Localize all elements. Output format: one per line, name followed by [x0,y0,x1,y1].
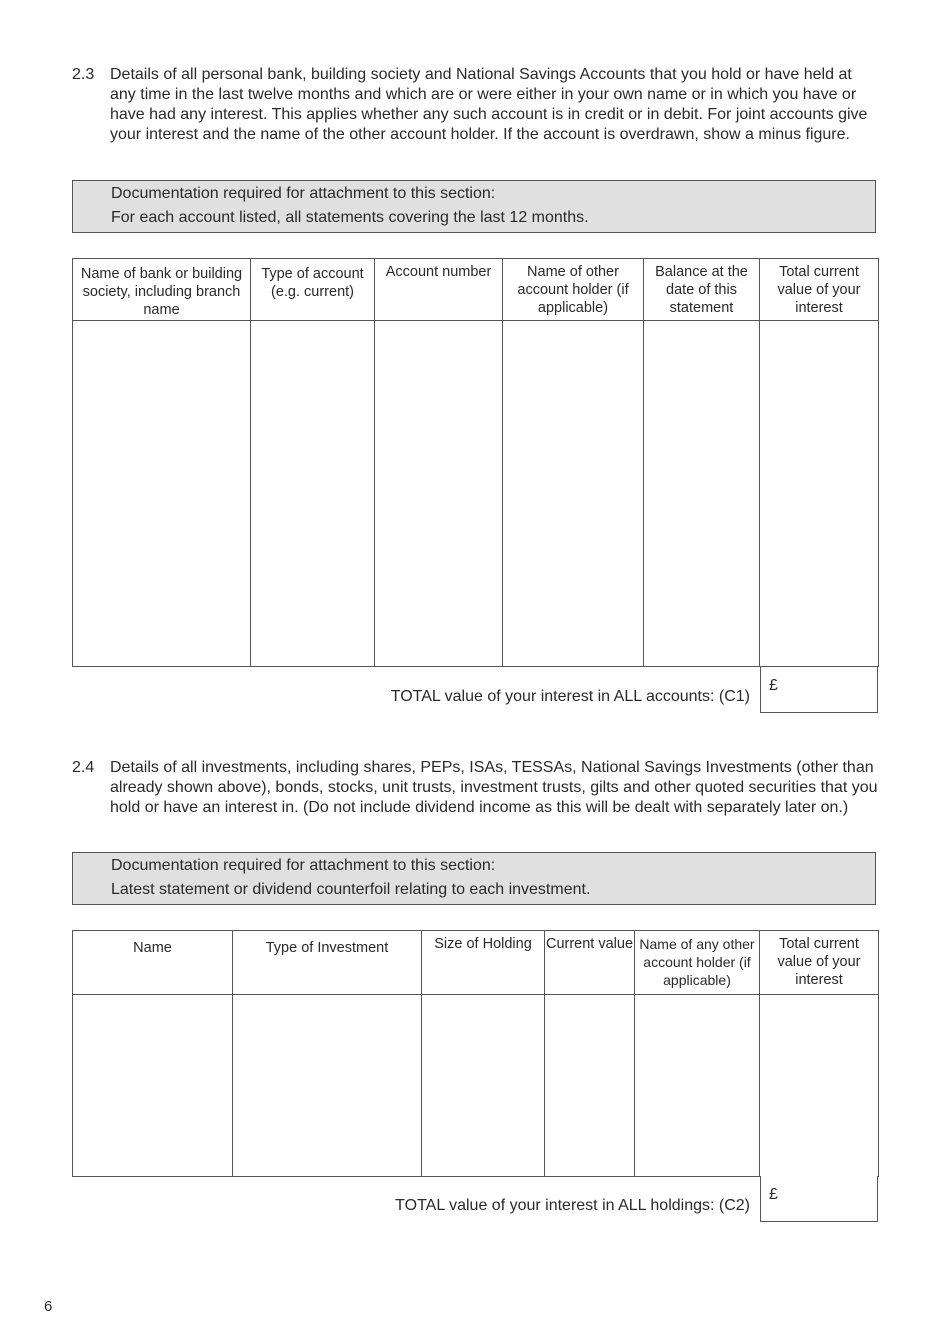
col-bank-name: Name of bank or building society, including branch name [73,259,251,321]
section-2-4-intro [72,758,880,818]
total-row-c2 [72,1176,878,1222]
cell-bank-name[interactable] [73,321,251,667]
documentation-title: Documentation required for attachment to this section: [111,185,496,202]
cell-total-value[interactable] [760,321,879,667]
cell-total-value[interactable] [760,995,879,1177]
section-text: Details of all personal bank, building society and National Savings Accounts that you hold or have held at any time in the last twelve months and which are or were either in your own name or in which you have or have had any interest. This applies whether any such account is in credit or in debit. For joint accounts give your interest and the name of the other account holder. If the account is overdrawn, show a minus figure. [110,66,868,143]
section-number: 2.4 [72,759,95,776]
section-2-3-intro [72,65,880,145]
page-number: 6 [44,1298,53,1315]
total-field-c1[interactable] [760,667,878,713]
cell-account-number[interactable] [375,321,503,667]
currency-symbol: £ [769,677,778,694]
total-label-c1: TOTAL value of your interest in ALL accounts: (C1) [390,688,750,705]
documentation-box-2-4 [72,852,876,905]
col-other-holder: Name of any other account holder (if applicable) [635,931,760,995]
col-current-value: Current value [545,931,635,995]
col-total-value: Total current value of your interest [760,259,879,321]
section-text: Details of all investments, including shares, PEPs, ISAs, TESSAs, National Savings Investments (other than already shown above), bonds, stocks, unit trusts, investment trusts, gilts and other quoted securities that you hold or have an interest in. (Do not include dividend income as this will be dealt with separately later on.) [110,759,878,816]
investments-table-header [73,931,879,995]
accounts-table-header [73,259,879,321]
cell-other-holder[interactable] [503,321,644,667]
col-account-number: Account number [375,259,503,321]
col-other-holder: Name of other account holder (if applicable) [503,259,644,321]
documentation-box-2-3 [72,180,876,233]
cell-account-type[interactable] [251,321,375,667]
cell-size-of-holding[interactable] [422,995,545,1177]
cell-other-holder[interactable] [635,995,760,1177]
col-account-type: Type of account (e.g. current) [251,259,375,321]
cell-name[interactable] [73,995,233,1177]
cell-balance[interactable] [644,321,760,667]
col-size-of-holding: Size of Holding [422,931,545,995]
total-label-c2: TOTAL value of your interest in ALL holdings: (C2) [395,1197,750,1214]
documentation-text: For each account listed, all statements covering the last 12 months. [111,209,589,226]
total-row-c1 [72,667,878,713]
table-row [73,995,879,1177]
accounts-table [72,258,879,667]
col-investment-type: Type of Investment [233,931,422,995]
documentation-title: Documentation required for attachment to this section: [111,857,496,874]
documentation-text: Latest statement or dividend counterfoil relating to each investment. [111,881,591,898]
cell-investment-type[interactable] [233,995,422,1177]
col-balance: Balance at the date of this statement [644,259,760,321]
section-number: 2.3 [72,66,95,83]
col-name: Name [73,931,233,995]
currency-symbol: £ [769,1186,778,1203]
investments-table [72,930,879,1177]
col-total-value: Total current value of your interest [760,931,879,995]
cell-current-value[interactable] [545,995,635,1177]
total-field-c2[interactable] [760,1176,878,1222]
table-row [73,321,879,667]
